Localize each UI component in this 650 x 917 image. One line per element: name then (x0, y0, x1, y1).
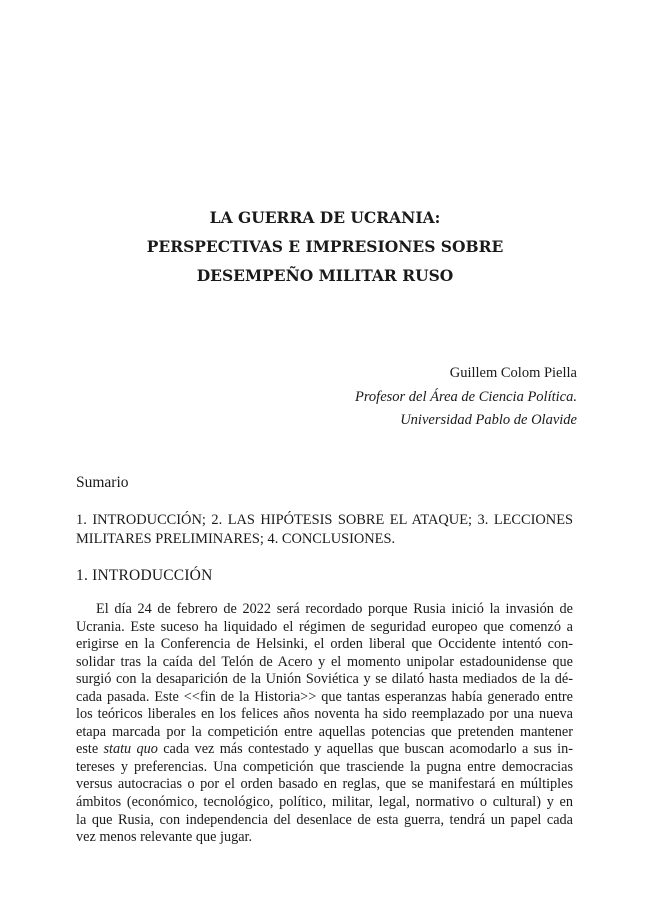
author-institution: Universidad Pablo de Olavide (400, 412, 577, 428)
paragraph-line: los teóricos liberales en los felices años noventa ha sido reemplazado por una nueva (76, 706, 573, 723)
paragraph-line-mixed (76, 741, 573, 759)
paragraph-line: Ucrania. Este suceso ha liquidado el régimen de seguridad europeo que comenzó a (76, 618, 573, 635)
author-name: Guillem Colom Piella (449, 365, 577, 381)
paragraph-line: solidar tras la caída del Telón de Acero y el momento unipolar estadounidense que (76, 653, 573, 670)
document-title (0, 203, 650, 290)
author-block (355, 362, 577, 433)
paragraph-line: surgió con la desaparición de la Unión Soviética y se dilató hasta mediados de la dé- (76, 671, 573, 688)
section-heading: 1. INTRODUCCIÓN (76, 567, 213, 584)
title-line-2: PERSPECTIVAS E IMPRESIONES SOBRE (146, 237, 504, 256)
paragraph-line: etapa marcada por la competición entre aquellas potencias que pretenden mantener (76, 723, 573, 740)
paragraph-line: cada pasada. Este <<fin de la Historia>> que tantas esperanzas había generado entre (76, 688, 573, 705)
paragraph-line: tereses y preferencias. Una competición que trasciende la pugna entre democracias (76, 758, 573, 775)
italic-phrase: statu quo (103, 741, 158, 758)
title-line-1: LA GUERRA DE UCRANIA: (209, 208, 441, 227)
sumario-heading: Sumario (76, 474, 129, 491)
sumario-text: 1. INTRODUCCIÓN; 2. LAS HIPÓTESIS SOBRE EL ATAQUE; 3. LECCIONES MILITARES PRELIMINARES; 4. CONCLUSIONES. (76, 512, 573, 547)
paragraph-line: ámbitos (económico, tecnológico, político, militar, legal, normativo o cultural) y en (76, 794, 573, 811)
author-position: Profesor del Área de Ciencia Política. (354, 388, 577, 405)
body-paragraph (76, 601, 573, 847)
paragraph-fragment: cada vez más contestado y aquellas que buscan acomodarlo a sus in- (157, 741, 573, 758)
paragraph-line: vez menos relevante que jugar. (76, 829, 253, 846)
paragraph-line: la que Rusia, con independencia del desenlace de esta guerra, tendrá un papel cada (76, 811, 573, 828)
paragraph-fragment: este (76, 741, 104, 758)
paragraph-line: erigirse en la Conferencia de Helsinki, el orden liberal que Occidente intentó con- (76, 636, 573, 653)
title-line-3: DESEMPEÑO MILITAR RUSO (196, 266, 454, 285)
paragraph-line: El día 24 de febrero de 2022 será recordado porque Rusia inició la invasión de (96, 601, 573, 617)
paragraph-line: versus autocracias o por el orden basado en reglas, que se manifestará en múltiples (76, 776, 573, 793)
